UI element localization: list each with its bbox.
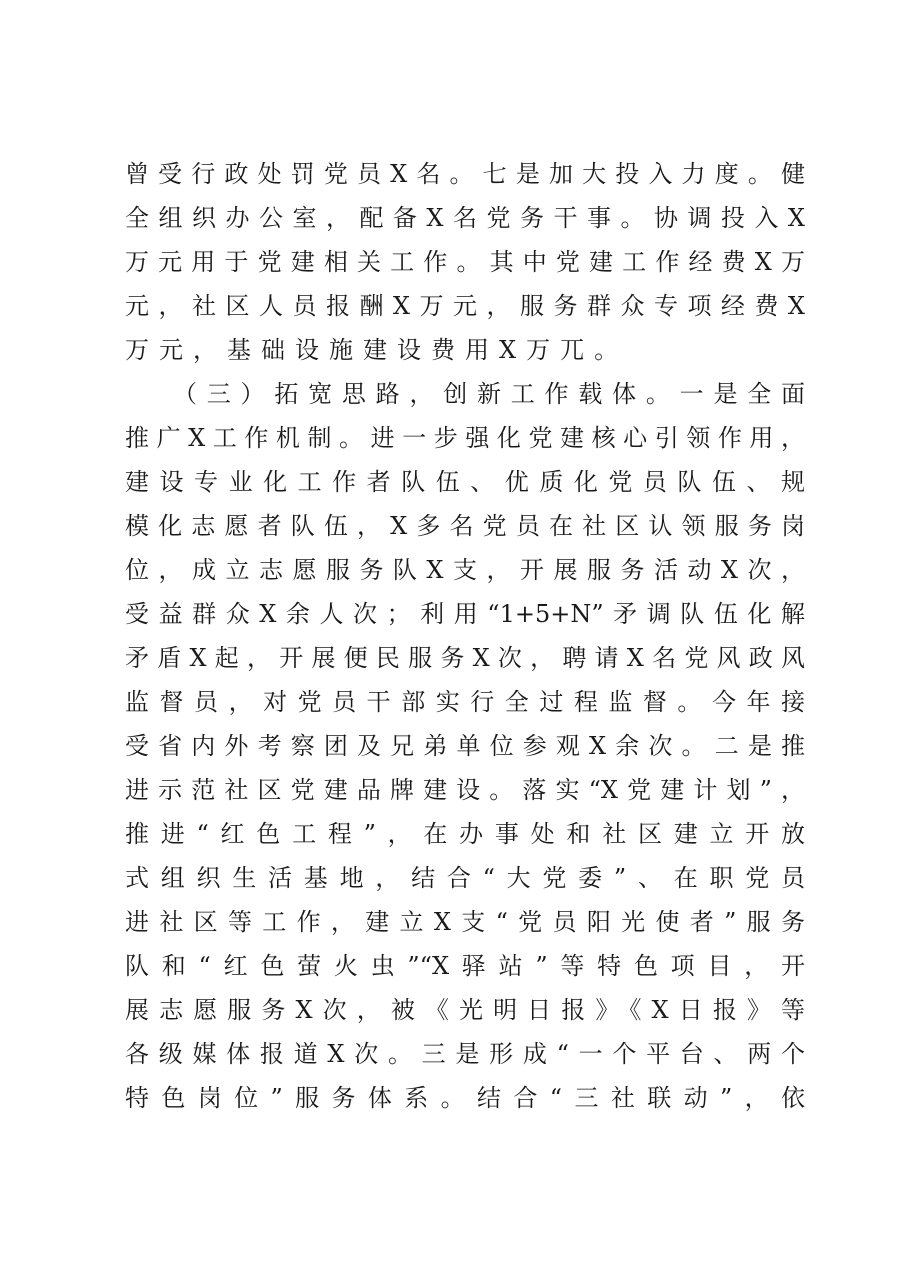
text-line: 万元用于党建相关工作。其中党建工作经费X万 — [125, 248, 805, 276]
body-text — [125, 152, 805, 1120]
text-line: 式组织生活基地，结合“大党委”、在职党员 — [125, 864, 805, 892]
text-line: 特色岗位”服务体系。结合“三社联动”，依 — [125, 1084, 805, 1112]
text-line: 监督员，对党员干部实行全过程监督。今年接 — [125, 688, 805, 716]
text-line: 展志愿服务X次，被《光明日报》《X日报》等 — [125, 996, 805, 1024]
text-line: 进社区等工作，建立X支“党员阳光使者”服务 — [125, 908, 805, 936]
text-line: 受益群众X余人次；利用“1+5+N”矛调队伍化解 — [125, 600, 805, 628]
text-line: 各级媒体报道X次。三是形成“一个平台、两个 — [125, 1040, 805, 1068]
text-line: 队和“红色萤火虫”“X驿站”等特色项目，开 — [125, 952, 805, 980]
text-line: 受省内外考察团及兄弟单位参观X余次。二是推 — [125, 732, 805, 760]
text-line: 推广X工作机制。进一步强化党建核心引领作用， — [125, 424, 805, 452]
text-line: 进示范社区党建品牌建设。落实“X党建计划”， — [125, 776, 805, 804]
text-line: 曾受行政处罚党员X名。七是加大投入力度。健 — [125, 160, 805, 188]
text-line: 元，社区人员报酬X万元，服务群众专项经费X — [125, 292, 805, 320]
text-line: 位，成立志愿服务队X支，开展服务活动X次， — [125, 556, 805, 584]
text-line: 万元，基础设施建设费用X万兀。 — [125, 336, 629, 364]
text-line: 建设专业化工作者队伍、优质化党员队伍、规 — [125, 468, 805, 496]
text-line: 全组织办公室，配备X名党务干事。协调投入X — [125, 204, 805, 232]
text-line: 矛盾X起，开展便民服务X次，聘请X名党风政风 — [125, 644, 805, 672]
section-heading-line: （三）拓宽思路，创新工作载体。一是全面 — [173, 380, 805, 408]
text-line: 推进“红色工程”，在办事处和社区建立开放 — [125, 820, 805, 848]
text-line: 模化志愿者队伍，X多名党员在社区认领服务岗 — [125, 512, 805, 540]
